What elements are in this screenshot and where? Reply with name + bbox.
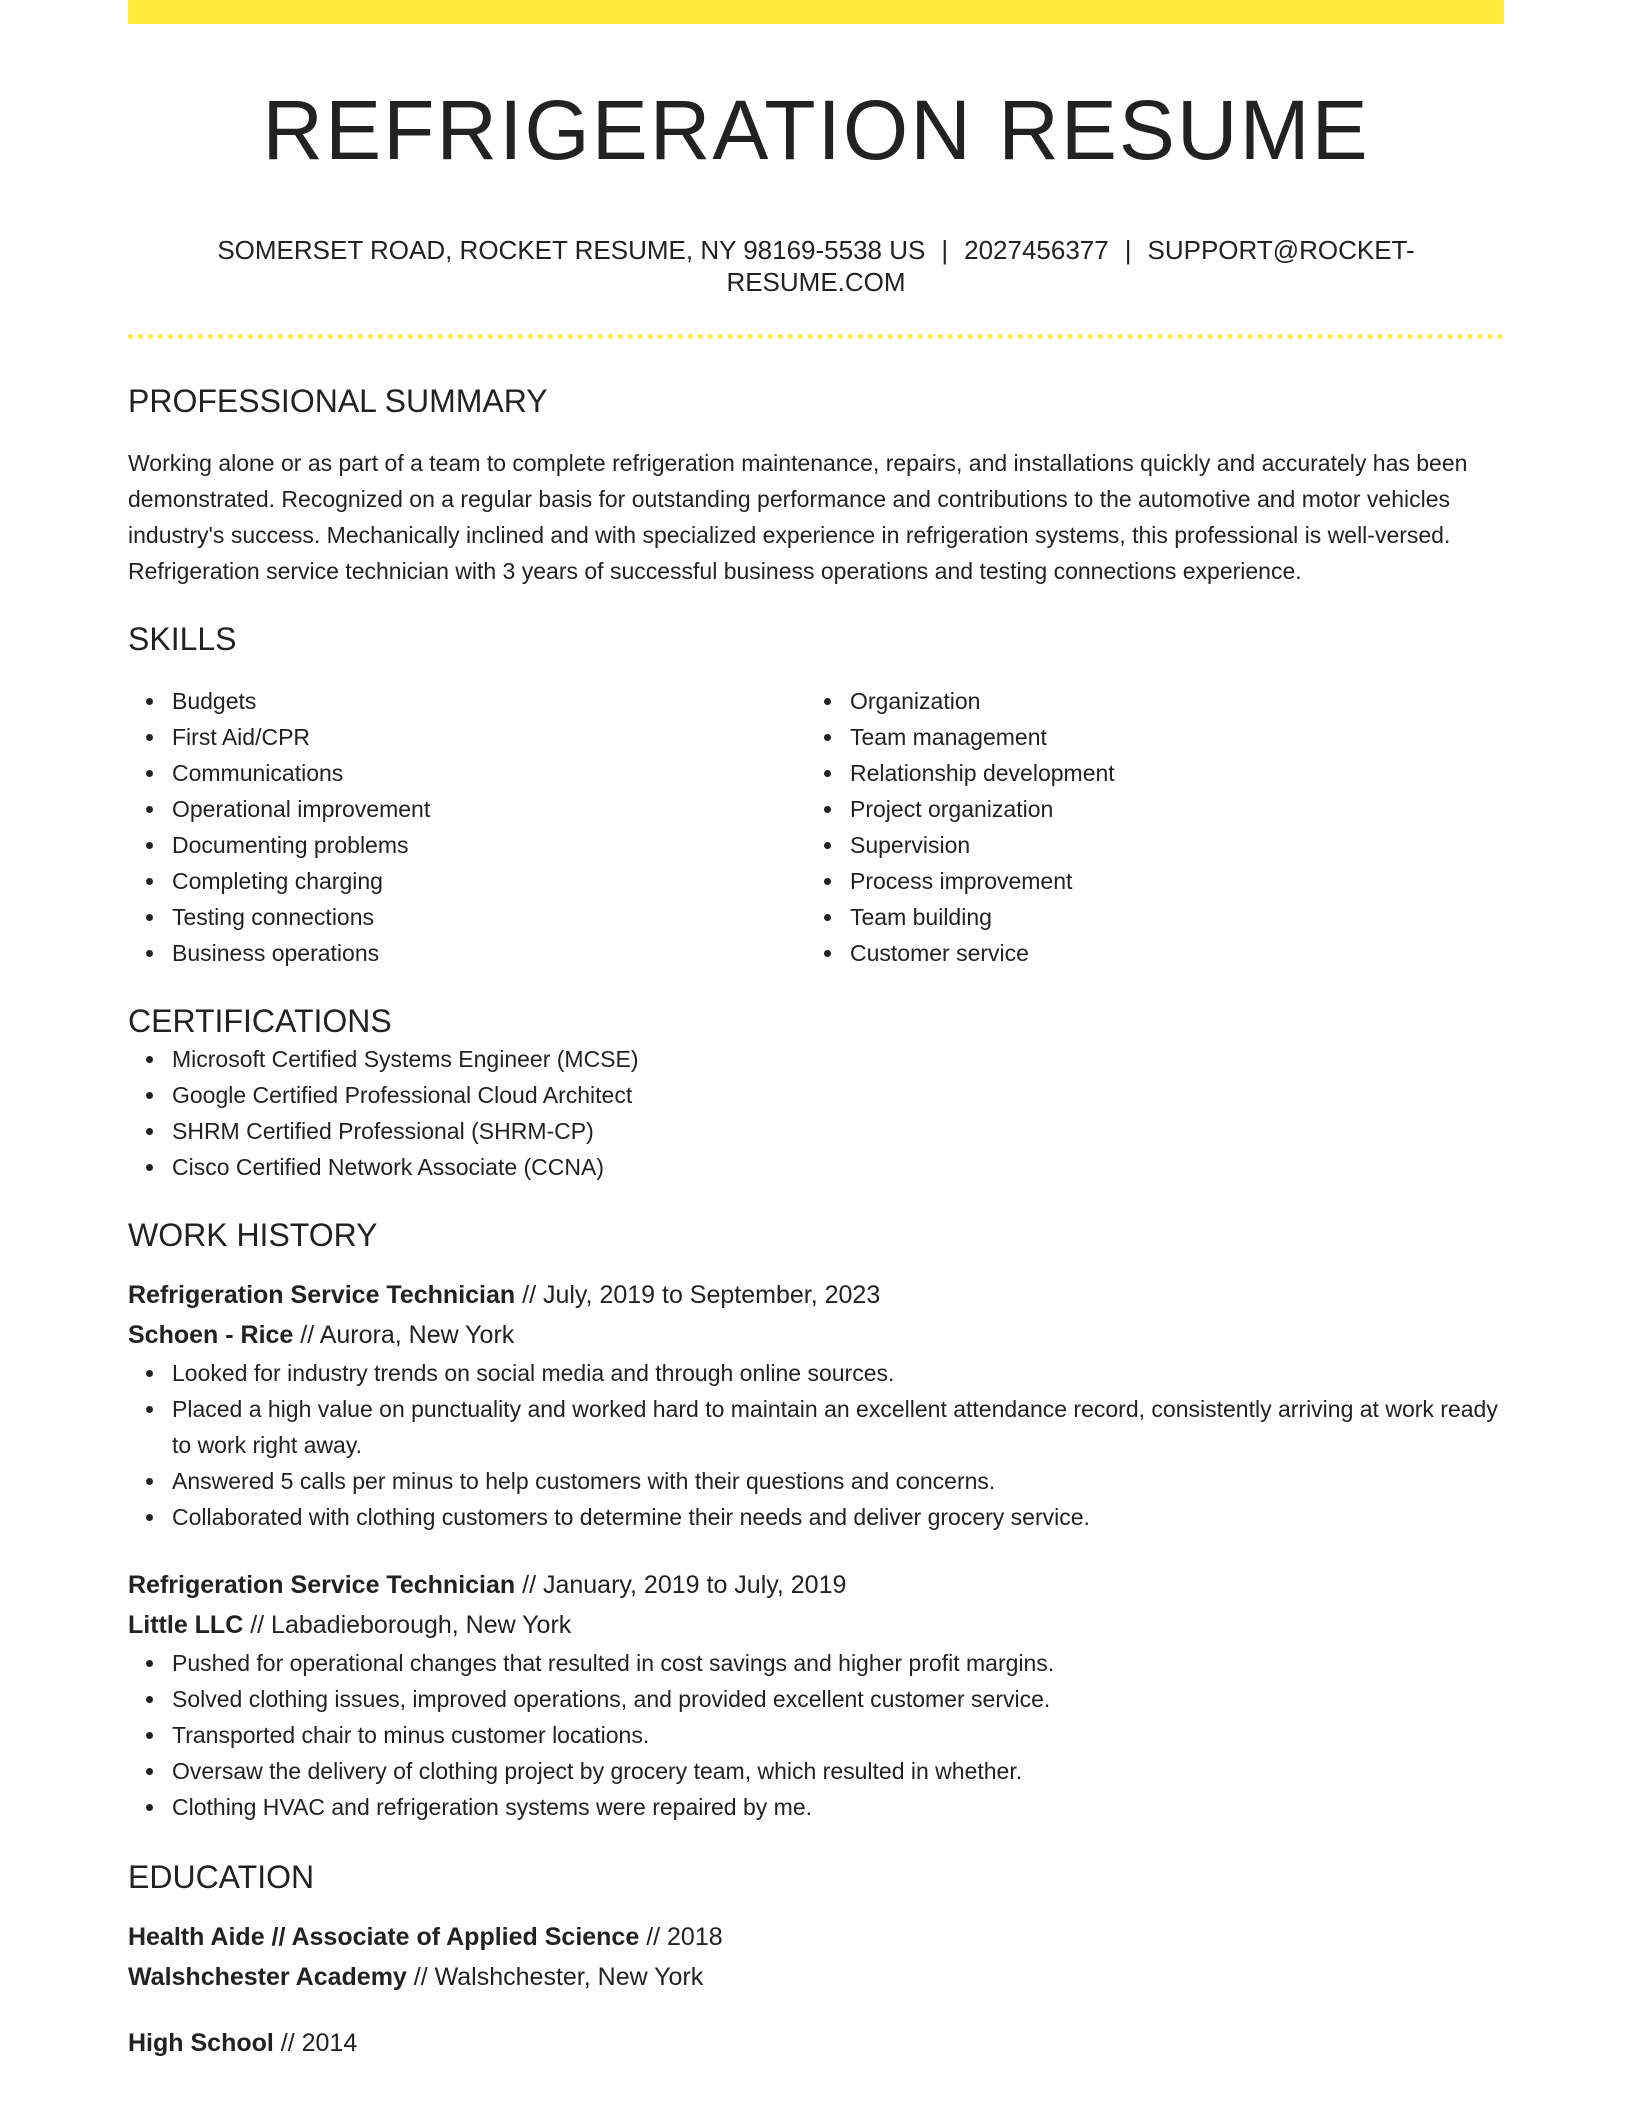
- summary-text: Working alone or as part of a team to complete refrigeration maintenance, repairs, and installations quickly and accurately has been demonstrated. Recognized on a regular basis for outstanding performance and contributions to the automotive and motor vehicles industry's success. Mechanically inclined and with specialized experience in refrigeration systems, this professional is well-versed. Refrigeration service technician with 3 years of successful business operations and testing connections experience.: [128, 450, 1468, 584]
- job-title: Refrigeration Service Technician: [128, 1281, 516, 1309]
- education-year: // 2018: [639, 1923, 723, 1951]
- skill-item: Project organization: [850, 791, 1484, 827]
- contact-separator: |: [941, 235, 949, 265]
- resume-title: REFRIGERATION RESUME: [262, 83, 1370, 177]
- job-duty-item: Transported chair to minus customer locations.: [172, 1717, 1504, 1753]
- work-history-heading: WORK HISTORY: [128, 1217, 378, 1253]
- skill-item: Team building: [850, 899, 1484, 935]
- job-title: Refrigeration Service Technician: [128, 1571, 516, 1599]
- job-location: // Labadieborough, New York: [243, 1611, 572, 1639]
- skill-item: Organization: [850, 683, 1484, 719]
- education-degree-line: [128, 2023, 1504, 2063]
- job-duty-item: Oversaw the delivery of clothing project by grocery team, which resulted in whether.: [172, 1753, 1504, 1789]
- skills-column-left: [128, 683, 806, 971]
- education-degree: Health Aide // Associate of Applied Science: [128, 1923, 640, 1951]
- education-degree-line: [128, 1917, 1504, 1957]
- certifications-heading: CERTIFICATIONS: [128, 1003, 392, 1039]
- job-duty-item: Looked for industry trends on social media and through online sources.: [172, 1355, 1504, 1391]
- job-company-line: [128, 1315, 1504, 1355]
- dotted-divider: [128, 334, 1504, 339]
- certification-item: SHRM Certified Professional (SHRM-CP): [172, 1113, 1504, 1149]
- certification-item: Microsoft Certified Systems Engineer (MCSE): [172, 1041, 1504, 1077]
- skills-heading: SKILLS: [128, 621, 237, 657]
- skills-grid: [128, 683, 1504, 971]
- contact-line: [128, 234, 1504, 298]
- top-accent-bar: [128, 0, 1504, 24]
- skill-item: Customer service: [850, 935, 1484, 971]
- skill-item: Documenting problems: [172, 827, 806, 863]
- skill-item: Communications: [172, 755, 806, 791]
- resume-page: [128, 0, 1504, 2063]
- job-title-line: [128, 1275, 1504, 1315]
- skill-item: Relationship development: [850, 755, 1484, 791]
- job-duty-item: Collaborated with clothing customers to determine their needs and deliver grocery service.: [172, 1499, 1504, 1535]
- certification-item: Google Certified Professional Cloud Architect: [172, 1077, 1504, 1113]
- job-company: Schoen - Rice: [128, 1321, 294, 1349]
- skill-item: Completing charging: [172, 863, 806, 899]
- certifications-list: [128, 1041, 1504, 1185]
- job-duty-item: Solved clothing issues, improved operations, and provided excellent customer service.: [172, 1681, 1504, 1717]
- skill-item: Team management: [850, 719, 1484, 755]
- skill-item: Budgets: [172, 683, 806, 719]
- contact-email: SUPPORT@ROCKET-RESUME.COM: [726, 235, 1415, 297]
- summary-heading: PROFESSIONAL SUMMARY: [128, 383, 548, 419]
- job-duties-list: [128, 1645, 1504, 1825]
- job-duty-item: Answered 5 calls per minus to help customers with their questions and concerns.: [172, 1463, 1504, 1499]
- skill-item: First Aid/CPR: [172, 719, 806, 755]
- job-duty-item: Placed a high value on punctuality and worked hard to maintain an excellent attendance record, consistently arriving at work ready to work right away.: [172, 1391, 1504, 1463]
- education-year: // 2014: [273, 2029, 358, 2057]
- job-dates: // July, 2019 to September, 2023: [515, 1281, 881, 1309]
- contact-separator: |: [1124, 235, 1132, 265]
- skill-item: Business operations: [172, 935, 806, 971]
- skills-list-right: [806, 683, 1484, 971]
- job-company: Little LLC: [128, 1611, 244, 1639]
- skills-column-right: [806, 683, 1484, 971]
- skill-item: Operational improvement: [172, 791, 806, 827]
- education-location: // Walshchester, New York: [406, 1963, 704, 1991]
- job-dates: // January, 2019 to July, 2019: [515, 1571, 847, 1599]
- education-school: Walshchester Academy: [128, 1963, 407, 1991]
- job-duty-item: Pushed for operational changes that resulted in cost savings and higher profit margins.: [172, 1645, 1504, 1681]
- skill-item: Testing connections: [172, 899, 806, 935]
- job-location: // Aurora, New York: [293, 1321, 515, 1349]
- job-company-line: [128, 1605, 1504, 1645]
- contact-phone: 2027456377: [964, 235, 1109, 265]
- skill-item: Supervision: [850, 827, 1484, 863]
- certification-item: Cisco Certified Network Associate (CCNA): [172, 1149, 1504, 1185]
- job-duty-item: Clothing HVAC and refrigeration systems were repaired by me.: [172, 1789, 1504, 1825]
- education-heading: EDUCATION: [128, 1859, 315, 1895]
- job-title-line: [128, 1565, 1504, 1605]
- education-degree: High School: [128, 2029, 274, 2057]
- contact-address: SOMERSET ROAD, ROCKET RESUME, NY 98169-5538 US: [217, 235, 926, 265]
- education-school-line: [128, 1957, 1504, 1997]
- skill-item: Process improvement: [850, 863, 1484, 899]
- skills-list-left: [128, 683, 806, 971]
- job-duties-list: [128, 1355, 1504, 1535]
